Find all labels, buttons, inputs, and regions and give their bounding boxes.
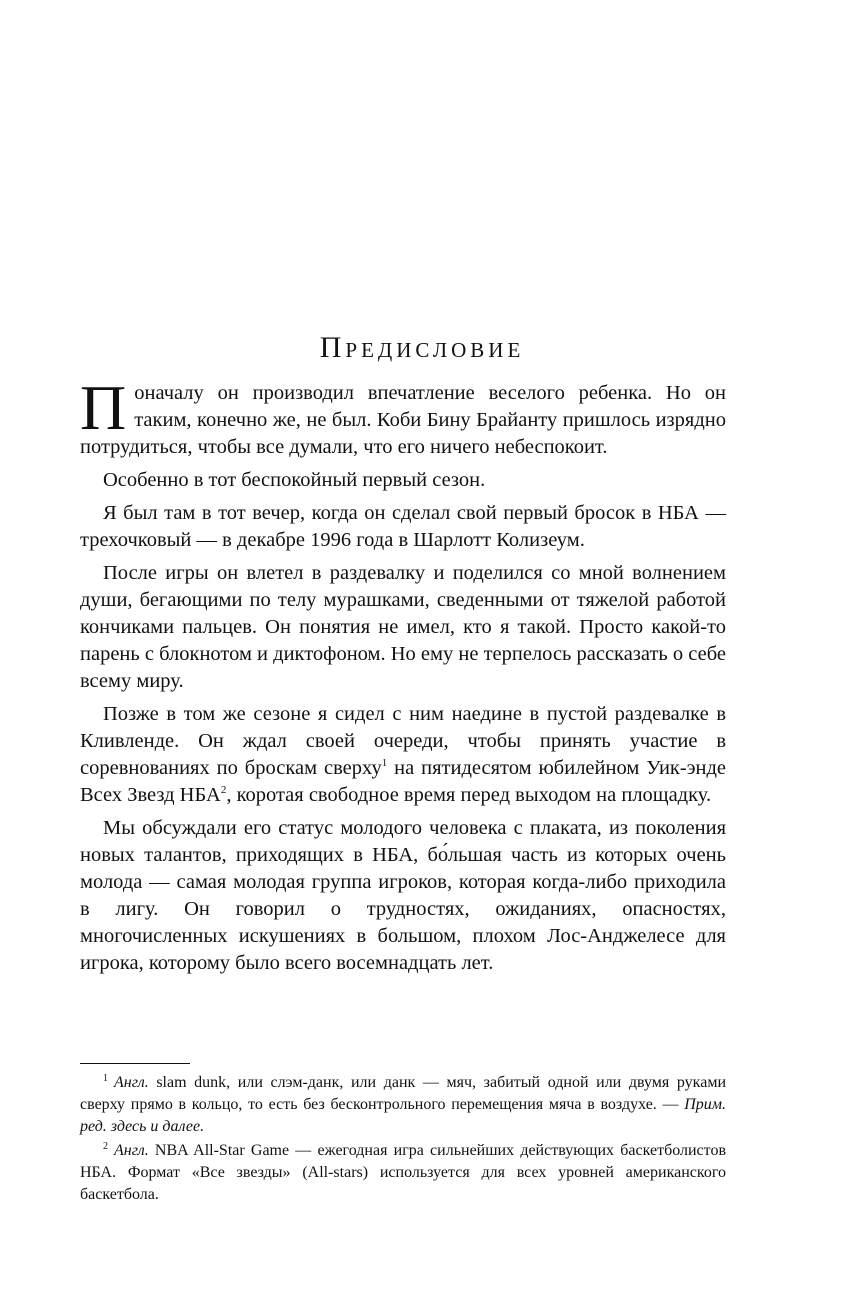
- footnote-ref-1: 1: [381, 757, 388, 770]
- paragraph-6: Мы обсуждали его статус молодого человека с плаката, из поколения новых талантов, приходящих в НБА, бо́льшая часть из которых очень молода — самая молодая группа игроков, которая когда-либо приходила в лигу. Он говорил о трудностях, ожиданиях, опасностях, многочисленных искушениях в большом, плохом Лос-Анджелесе для игрока, которому было всего восемнадцать лет.: [80, 817, 726, 974]
- footnote-2-lang: Англ.: [114, 1142, 149, 1159]
- footnote-1-text: slam dunk, или слэм-данк, или данк — мяч, забитый одной или двумя руками сверху прямо в кольцо, то есть без бесконтрольного перемещения мяча в воздухе. —: [80, 1074, 726, 1113]
- footnote-divider: [80, 1063, 190, 1064]
- chapter-title: Предисловие: [319, 331, 525, 364]
- paragraph-5: [80, 701, 726, 809]
- paragraph-1-text: оначалу он производил впечатление веселого ребенка. Но он таким, конечно же, не был. Коби Бину Брайанту пришлось изрядно потрудиться, чтобы все думали, что его ничего небеспокоит.: [80, 382, 726, 458]
- paragraph-5-part-a: Позже в том же сезоне я сидел с ним наедине в пустой раздевалке в Кливленде. Он ждал своей очереди, чтобы принять участие в соревнованиях по броскам сверху: [80, 703, 726, 779]
- footnote-1-lang: Англ.: [114, 1074, 149, 1091]
- footnotes: [80, 1072, 726, 1208]
- paragraph-1: [80, 372, 726, 461]
- footnote-1: [80, 1072, 726, 1138]
- footnote-2-number: 2: [103, 1140, 108, 1152]
- main-text: [80, 372, 726, 983]
- paragraph-5-part-c: , коротая свободное время перед выходом на площадку.: [226, 784, 712, 806]
- paragraph-2: Особенно в тот беспокойный первый сезон.: [103, 469, 486, 491]
- paragraph-5-part-b: на пятидесятом юбилейном Уик-энде Всех Звезд НБА: [80, 757, 726, 806]
- paragraph-4: После игры он влетел в раздевалку и поделился со мной волнением души, бегающими по телу мурашками, сведенными от тяжелой работой кончиками пальцев. Он понятия не имел, кто я такой. Просто какой-то парень с блокнотом и диктофоном. Но ему не терпелось рассказать о себе всему миру.: [80, 562, 726, 692]
- footnote-1-note: Прим. ред. здесь и далее.: [80, 1096, 726, 1135]
- footnote-ref-2: 2: [220, 784, 227, 797]
- footnote-2: [80, 1140, 726, 1206]
- drop-cap: П: [80, 372, 127, 443]
- paragraph-3: Я был там в тот вечер, когда он сделал свой первый бросок в НБА — трехочковый — в декабре 1996 года в Шарлотт Колизеум.: [80, 502, 726, 551]
- footnote-1-number: 1: [103, 1072, 108, 1084]
- footnote-2-text: NBA All-Star Game — ежегодная игра сильнейших действующих баскетболистов НБА. Формат «Все звезды» (All-stars) используется для всех уровней американского баскетбола.: [80, 1142, 726, 1203]
